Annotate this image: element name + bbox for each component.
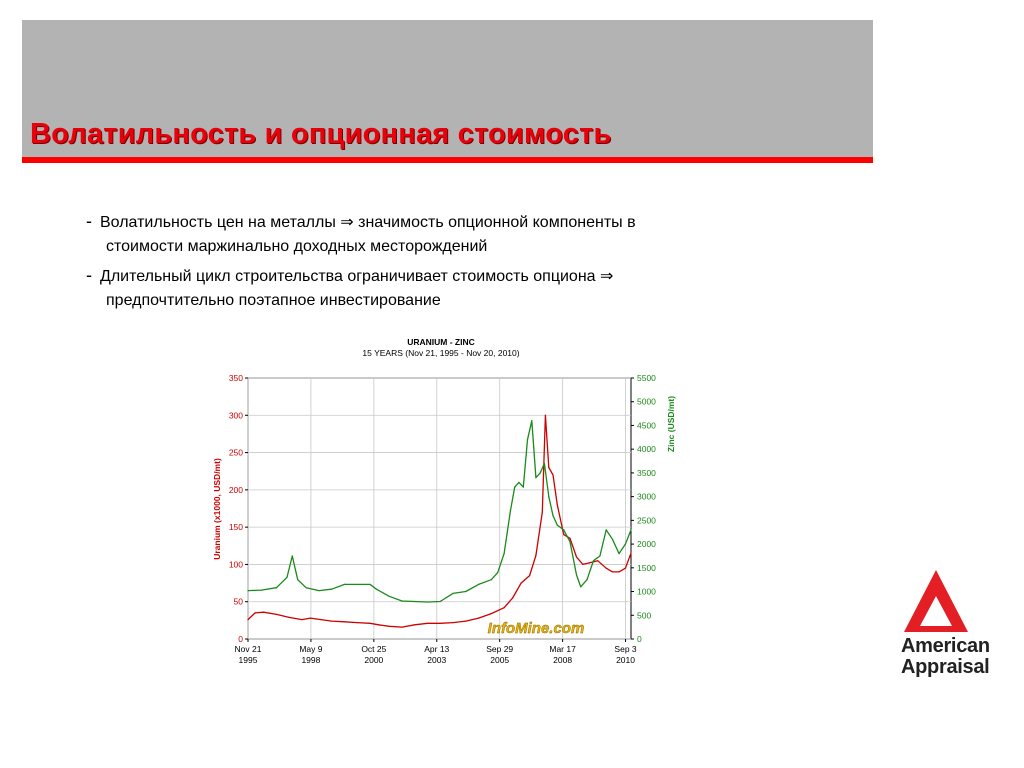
data-point-zinc [510,510,511,511]
left-tick-label: 300 [228,410,243,421]
data-point-uranium [521,583,522,584]
right-tick-label: 5000 [637,396,656,407]
data-point-zinc [569,541,570,542]
data-point-zinc [440,601,441,602]
data-point-zinc [357,584,358,585]
data-point-zinc [606,529,607,530]
x-tick-label: Nov 21 [234,644,262,654]
x-tick-label: Oct 25 [361,644,387,654]
left-tick-label: 50 [233,596,243,607]
data-point-uranium [357,622,358,623]
data-point-zinc [563,529,564,530]
data-point-uranium [370,623,371,624]
left-tick-label: 0 [238,634,243,644]
bullet-text-line1: Волатильность цен на металлы ⇒ значимость опционной компоненты в [100,214,636,231]
data-point-uranium [301,619,302,620]
data-point-zinc [576,574,577,575]
data-point-zinc [527,439,528,440]
data-point-zinc [376,589,377,590]
data-point-uranium [440,623,441,624]
data-point-uranium [569,538,570,539]
data-point-zinc [276,587,277,588]
data-point-zinc [465,591,466,592]
x-tick-label: 2003 [427,655,447,665]
logo-word-american: American [901,635,990,657]
data-point-uranium [552,474,553,475]
data-point-zinc [452,593,453,594]
data-point-zinc [427,601,428,602]
chart-title: URANIUM - ZINC [407,337,475,347]
x-tick-label: 2005 [490,655,510,665]
data-point-uranium [310,618,311,619]
x-tick-label: 2000 [364,655,384,665]
data-point-uranium [612,571,613,572]
data-point-uranium [545,415,546,416]
x-tick-label: 1998 [301,655,321,665]
data-point-uranium [389,626,390,627]
y-axis-left-label: Uranium (x1000, USD/mt) [212,458,222,560]
data-point-zinc [523,487,524,488]
data-point-uranium [247,619,248,620]
x-axis-ticks [235,639,637,665]
bullet-text-line1: Длительный цикл строительства ограничивает стоимость опциона ⇒ [100,268,614,285]
right-axis-ticks [631,373,656,644]
left-tick-label: 100 [228,559,243,570]
data-point-zinc [540,472,541,473]
data-point-uranium [630,553,631,554]
left-tick-label: 200 [228,484,243,495]
right-tick-label: 0 [637,634,642,644]
data-point-uranium [504,607,505,608]
data-point-zinc [514,487,515,488]
data-point-uranium [427,623,428,624]
data-point-uranium [582,564,583,565]
data-point-uranium [465,621,466,622]
data-point-zinc [401,600,402,601]
x-tick-label: Sep 3 [614,644,637,654]
data-point-zinc [478,584,479,585]
data-point-zinc [518,482,519,483]
data-point-uranium [535,555,536,556]
x-tick-label: 1995 [238,655,258,665]
data-point-zinc [491,579,492,580]
right-tick-label: 4000 [637,444,656,455]
data-point-zinc [612,539,613,540]
data-point-zinc [630,529,631,530]
right-tick-label: 500 [637,610,652,621]
bullet-text-line2: стоимости маржинально доходных месторождений [106,238,488,255]
data-point-zinc [599,555,600,556]
data-point-uranium [276,614,277,615]
data-point-uranium [452,622,453,623]
data-point-zinc [535,477,536,478]
right-tick-label: 2500 [637,515,656,526]
x-tick-label: 2010 [616,655,636,665]
data-point-zinc [531,420,532,421]
data-point-zinc [580,586,581,587]
data-point-zinc [497,572,498,573]
data-point-zinc [318,590,319,591]
right-tick-label: 3500 [637,467,656,478]
data-point-zinc [389,596,390,597]
bullet-dash: - [86,211,92,231]
data-point-uranium [263,612,264,613]
data-point-zinc [261,590,262,591]
chart-subtitle: 15 YEARS (Nov 21, 1995 - Nov 20, 2010) [362,348,520,358]
data-point-uranium [618,571,619,572]
data-point-zinc [544,463,545,464]
data-point-uranium [542,512,543,513]
right-tick-label: 4500 [637,420,656,431]
data-point-zinc [414,601,415,602]
data-point-uranium [401,627,402,628]
header-red-stripe [22,157,873,163]
logo-word-appraisal: Appraisal [901,656,990,678]
data-point-zinc [331,589,332,590]
data-point-zinc [557,525,558,526]
data-point-zinc [344,584,345,585]
y-axis-right-label: Zinc (USD/mt) [666,395,676,453]
company-logo-text [901,636,990,678]
data-point-uranium [378,624,379,625]
plot-area [248,378,631,639]
x-tick-label: 2008 [553,655,573,665]
data-point-uranium [491,613,492,614]
data-point-uranium [606,568,607,569]
uranium-zinc-chart [200,334,700,674]
data-point-uranium [589,562,590,563]
data-point-zinc [292,555,293,556]
data-point-uranium [321,619,322,620]
right-tick-label: 2000 [637,539,656,550]
data-point-uranium [563,534,564,535]
bullet-dash: - [86,265,92,285]
x-tick-label: May 9 [299,644,323,654]
data-point-uranium [289,617,290,618]
left-tick-label: 150 [228,522,243,533]
x-tick-label: Apr 13 [424,644,450,654]
left-tick-label: 250 [228,447,243,458]
data-point-zinc [504,553,505,554]
data-point-uranium [512,597,513,598]
bullet-item [86,211,806,259]
right-tick-label: 5500 [637,373,656,383]
data-point-uranium [344,621,345,622]
right-tick-label: 1500 [637,562,656,573]
data-point-zinc [625,544,626,545]
x-tick-label: Sep 29 [486,644,514,654]
data-point-uranium [557,504,558,505]
data-point-zinc [586,579,587,580]
data-point-zinc [548,496,549,497]
slide-title: Волатильность и опционная стоимость [30,118,612,150]
data-point-uranium [625,568,626,569]
bullet-text-line2: предпочтительно поэтапное инвестирование [106,292,441,309]
data-point-zinc [552,515,553,516]
data-point-zinc [593,560,594,561]
data-point-zinc [297,579,298,580]
data-point-uranium [529,575,530,576]
data-point-zinc [618,553,619,554]
right-tick-label: 1000 [637,586,656,597]
left-tick-label: 350 [228,373,243,383]
data-point-zinc [306,587,307,588]
data-point-uranium [414,624,415,625]
data-point-uranium [576,556,577,557]
data-point-uranium [597,560,598,561]
x-tick-label: Mar 17 [549,644,576,654]
data-point-zinc [247,590,248,591]
data-point-uranium [331,621,332,622]
bullet-item [86,265,806,313]
data-point-uranium [548,467,549,468]
data-point-zinc [286,577,287,578]
right-tick-label: 3000 [637,491,656,502]
data-point-uranium [255,612,256,613]
infomine-watermark: InfoMine.com [487,620,585,637]
data-point-zinc [370,584,371,585]
left-axis-ticks [229,373,248,644]
data-point-uranium [478,618,479,619]
